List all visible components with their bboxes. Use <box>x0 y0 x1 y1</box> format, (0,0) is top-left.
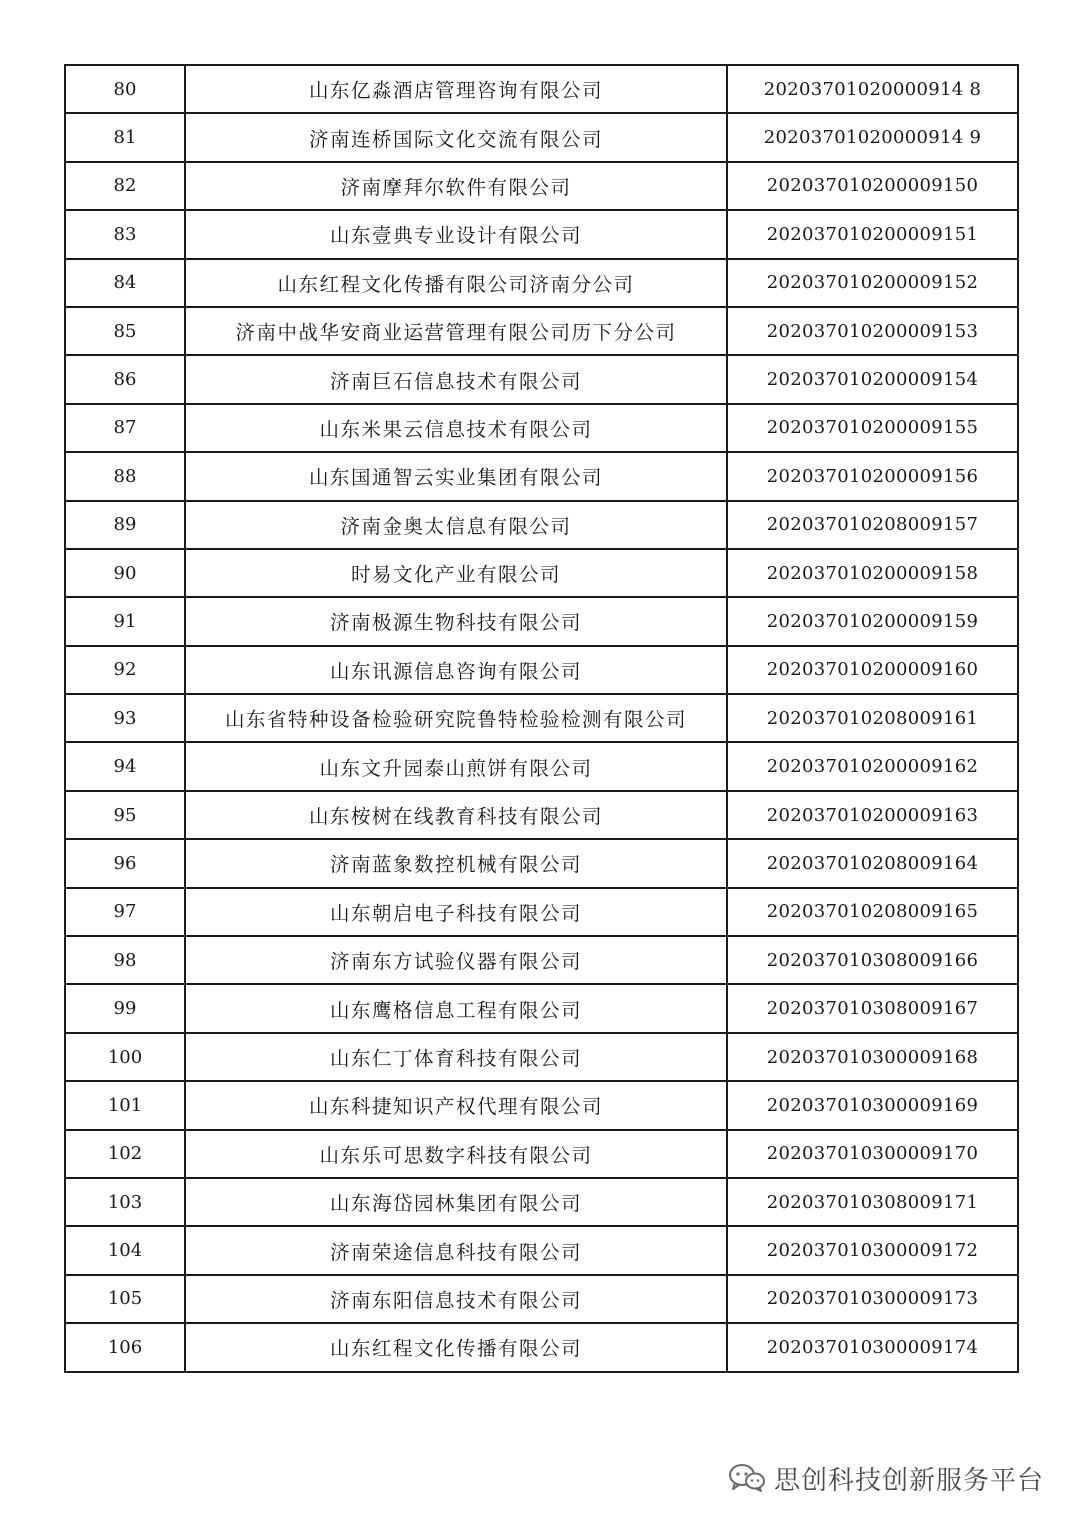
table-row <box>65 65 1018 113</box>
registration-code: 202037010200009158 <box>727 549 1018 597</box>
watermark-text: 思创科技创新服务平台 <box>773 1465 1044 1496</box>
row-number: 92 <box>65 646 185 694</box>
table-row <box>65 984 1018 1032</box>
company-name: 山东省特种设备检验研究院鲁特检验检测有限公司 <box>185 694 727 742</box>
registration-code: 202037010200009150 <box>727 162 1018 210</box>
row-number: 90 <box>65 549 185 597</box>
table-row <box>65 501 1018 549</box>
registration-code: 202037010208009157 <box>727 501 1018 549</box>
row-number: 93 <box>65 694 185 742</box>
row-number: 101 <box>65 1081 185 1129</box>
registration-code: 202037010300009168 <box>727 1033 1018 1081</box>
table-row <box>65 210 1018 258</box>
row-number: 86 <box>65 355 185 403</box>
company-name: 山东桉树在线教育科技有限公司 <box>185 791 727 839</box>
table-row <box>65 452 1018 500</box>
table-body <box>65 65 1018 1372</box>
wechat-icon <box>728 1463 766 1493</box>
registration-code: 202037010200009163 <box>727 791 1018 839</box>
table-row <box>65 162 1018 210</box>
company-name: 时易文化产业有限公司 <box>185 549 727 597</box>
table-row <box>65 307 1018 355</box>
company-list-table <box>64 64 1019 1373</box>
company-name: 山东鹰格信息工程有限公司 <box>185 984 727 1032</box>
company-name: 山东乐可思数字科技有限公司 <box>185 1130 727 1178</box>
company-name: 济南连桥国际文化交流有限公司 <box>185 113 727 161</box>
company-name: 济南中战华安商业运营管理有限公司历下分公司 <box>185 307 727 355</box>
watermark <box>728 1458 1044 1498</box>
table-row <box>65 1178 1018 1226</box>
registration-code: 202037010200009154 <box>727 355 1018 403</box>
registration-code: 202037010300009174 <box>727 1323 1018 1371</box>
company-name: 山东仁丁体育科技有限公司 <box>185 1033 727 1081</box>
row-number: 85 <box>65 307 185 355</box>
table-row <box>65 888 1018 936</box>
registration-code: 20203701020000914 9 <box>727 113 1018 161</box>
company-name: 山东壹典专业设计有限公司 <box>185 210 727 258</box>
table-row <box>65 355 1018 403</box>
row-number: 95 <box>65 791 185 839</box>
row-number: 91 <box>65 597 185 645</box>
company-name: 济南摩拜尔软件有限公司 <box>185 162 727 210</box>
registration-code: 202037010200009162 <box>727 742 1018 790</box>
company-name: 济南巨石信息技术有限公司 <box>185 355 727 403</box>
row-number: 99 <box>65 984 185 1032</box>
row-number: 105 <box>65 1275 185 1323</box>
table-row <box>65 404 1018 452</box>
company-name: 山东讯源信息咨询有限公司 <box>185 646 727 694</box>
table-row <box>65 549 1018 597</box>
table-row <box>65 259 1018 307</box>
registration-code: 202037010308009167 <box>727 984 1018 1032</box>
company-name: 济南东阳信息技术有限公司 <box>185 1275 727 1323</box>
company-name: 山东文升园泰山煎饼有限公司 <box>185 742 727 790</box>
row-number: 84 <box>65 259 185 307</box>
registration-code: 202037010300009169 <box>727 1081 1018 1129</box>
registration-code: 202037010200009156 <box>727 452 1018 500</box>
row-number: 103 <box>65 1178 185 1226</box>
company-name: 山东国通智云实业集团有限公司 <box>185 452 727 500</box>
registration-code: 202037010200009155 <box>727 404 1018 452</box>
registration-code: 202037010200009160 <box>727 646 1018 694</box>
registration-code: 202037010200009152 <box>727 259 1018 307</box>
registration-code: 202037010300009170 <box>727 1130 1018 1178</box>
registration-code: 202037010200009153 <box>727 307 1018 355</box>
registration-code: 202037010200009151 <box>727 210 1018 258</box>
row-number: 97 <box>65 888 185 936</box>
registration-code: 202037010208009164 <box>727 839 1018 887</box>
company-name: 山东朝启电子科技有限公司 <box>185 888 727 936</box>
row-number: 83 <box>65 210 185 258</box>
company-name: 济南极源生物科技有限公司 <box>185 597 727 645</box>
table-row <box>65 791 1018 839</box>
row-number: 81 <box>65 113 185 161</box>
company-name: 山东红程文化传播有限公司济南分公司 <box>185 259 727 307</box>
company-name: 济南蓝象数控机械有限公司 <box>185 839 727 887</box>
registration-code: 202037010308009171 <box>727 1178 1018 1226</box>
registration-code: 202037010200009159 <box>727 597 1018 645</box>
row-number: 106 <box>65 1323 185 1371</box>
registration-code: 202037010208009165 <box>727 888 1018 936</box>
table-row <box>65 742 1018 790</box>
company-name: 山东米果云信息技术有限公司 <box>185 404 727 452</box>
registration-code: 20203701020000914 8 <box>727 65 1018 113</box>
registration-code: 202037010300009172 <box>727 1226 1018 1274</box>
company-name: 济南荣途信息科技有限公司 <box>185 1226 727 1274</box>
table-row <box>65 113 1018 161</box>
row-number: 89 <box>65 501 185 549</box>
table-row <box>65 646 1018 694</box>
company-name: 山东海岱园林集团有限公司 <box>185 1178 727 1226</box>
row-number: 94 <box>65 742 185 790</box>
registration-code: 202037010208009161 <box>727 694 1018 742</box>
table-row <box>65 1323 1018 1371</box>
table-row <box>65 597 1018 645</box>
table-row <box>65 694 1018 742</box>
row-number: 102 <box>65 1130 185 1178</box>
company-name: 济南东方试验仪器有限公司 <box>185 936 727 984</box>
row-number: 96 <box>65 839 185 887</box>
row-number: 104 <box>65 1226 185 1274</box>
row-number: 80 <box>65 65 185 113</box>
row-number: 100 <box>65 1033 185 1081</box>
table-row <box>65 1275 1018 1323</box>
table-row <box>65 1226 1018 1274</box>
row-number: 82 <box>65 162 185 210</box>
registration-code: 202037010300009173 <box>727 1275 1018 1323</box>
row-number: 98 <box>65 936 185 984</box>
registration-code: 202037010308009166 <box>727 936 1018 984</box>
table-row <box>65 936 1018 984</box>
table-row <box>65 839 1018 887</box>
company-name: 山东亿淼酒店管理咨询有限公司 <box>185 65 727 113</box>
company-name: 山东红程文化传播有限公司 <box>185 1323 727 1371</box>
table-row <box>65 1130 1018 1178</box>
company-name: 济南金奥太信息有限公司 <box>185 501 727 549</box>
company-name: 山东科捷知识产权代理有限公司 <box>185 1081 727 1129</box>
row-number: 87 <box>65 404 185 452</box>
table-row <box>65 1033 1018 1081</box>
row-number: 88 <box>65 452 185 500</box>
table-row <box>65 1081 1018 1129</box>
